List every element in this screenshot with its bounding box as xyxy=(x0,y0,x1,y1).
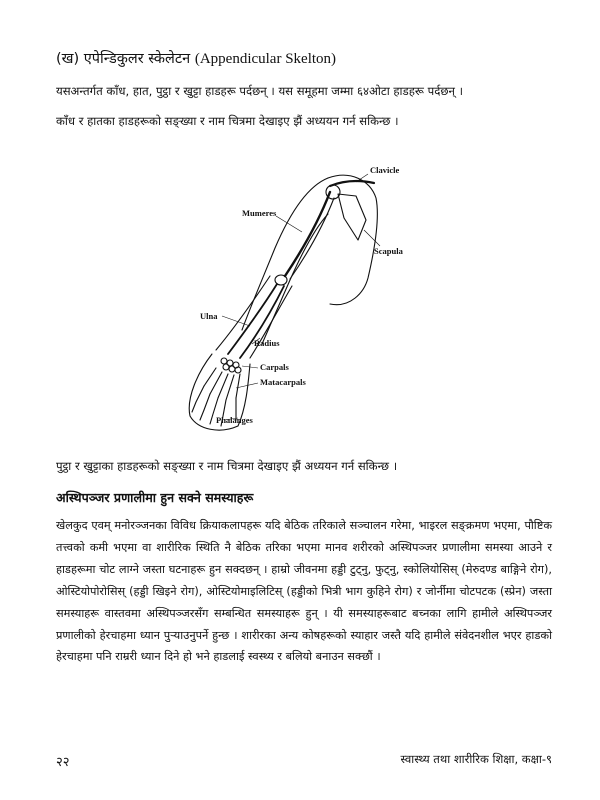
section-heading-latin: (Appendicular Skelton) xyxy=(194,51,337,67)
intro-line-2: काँध र हातका हाडहरूको सङ्ख्या र नाम चित्रमा देखाइए झैं अध्ययन गर्न सकिन्छ । xyxy=(56,114,399,128)
intro-line-1: यसअन्तर्गत काँध, हात, पुट्ठा र खुट्टा हाडहरू पर्दछन् । यस समूहमा जम्मा ६४ओटा हाडहरू पर्दछन् । xyxy=(56,84,463,98)
label-radius: Radius xyxy=(254,338,280,348)
clavicle-bone xyxy=(330,181,374,186)
label-ulna: Ulna xyxy=(200,311,218,321)
arm-skeleton-figure xyxy=(180,158,440,438)
label-humerus: Mumeres xyxy=(242,208,277,218)
scapula-bone xyxy=(338,194,366,240)
after-figure-line: पुट्ठा र खुट्टाका हाडहरूको सङ्ख्या र नाम चित्रमा देखाइए झैं अध्ययन गर्न सकिन्छ । xyxy=(56,459,398,473)
label-clavicle: Clavicle xyxy=(370,165,400,175)
running-footer-title: स्वास्थ्य तथा शारीरिक शिक्षा, कक्षा-९ xyxy=(400,752,552,766)
label-phalanges: Phalanges xyxy=(216,415,253,425)
humerus-bone xyxy=(285,192,330,276)
label-carpals: Carpals xyxy=(260,362,289,372)
page-number: २२ xyxy=(56,755,70,770)
arm-skeleton-illustration xyxy=(180,158,440,438)
section-heading-devanagari: (ख) एपेन्डिकुलर स्केलेटन xyxy=(56,51,191,67)
label-scapula: Scapula xyxy=(374,246,403,256)
upper-arm-outline xyxy=(242,178,328,330)
carpal-bones xyxy=(221,358,241,373)
label-metacarpals: Matacarpals xyxy=(260,377,306,387)
section-heading xyxy=(56,48,336,68)
shoulder-outline xyxy=(328,175,377,304)
problems-heading: अस्थिपञ्जर प्रणालीमा हुन सक्ने समस्याहरू xyxy=(56,490,254,505)
problems-paragraph: खेलकुद एवम् मनोरञ्जनका विविध क्रियाकलापहरू यदि बेठिक तरिकाले सञ्चालन गरेमा, भाइरल सङ्क्रमण भएमा, पौष्टिक तत्त्वको कमी भएमा वा शारीरिक स्थिति नै बेठिक तरिका भएमा मानव शरीरको अस्थिपञ्जर प्रणालीमा समस्या आउने र हाडहरूमा चोट लाग्ने जस्ता घटनाहरू हुन सक्दछन् । हाम्रो जीवनमा हड्डी टुट्नु, फुट्नु, स्कोलियोसिस् (मेरुदण्ड बाङ्गिने रोग), ओस्टियोपोरोसिस् (हड्डी खिइने रोग), ओस्टियोमाइलिटिस् (हड्डीको भित्री भाग कुहिने रोग) र जोर्नीमा चोटपटक (स्प्रेन) जस्ता समस्याहरू वास्तवमा अस्थिपञ्जरसँग सम्बन्धित समस्याहरू हुन् । यी समस्याहरूबाट बच्नका लागि हामीले अस्थिपञ्जर प्रणालीको हेरचाहमा ध्यान पुऱ्याउनुपर्ने हुन्छ । शारीरका अन्य कोषहरूको स्याहार जस्तै यदि हामीले संवेदनशील भएर हाडको हेरचाहमा पनि राम्ररी ध्यान दिने हो भने हाडलाई स्वस्थ्य र बलियो बनाउन सक्छौं । xyxy=(56,519,552,664)
